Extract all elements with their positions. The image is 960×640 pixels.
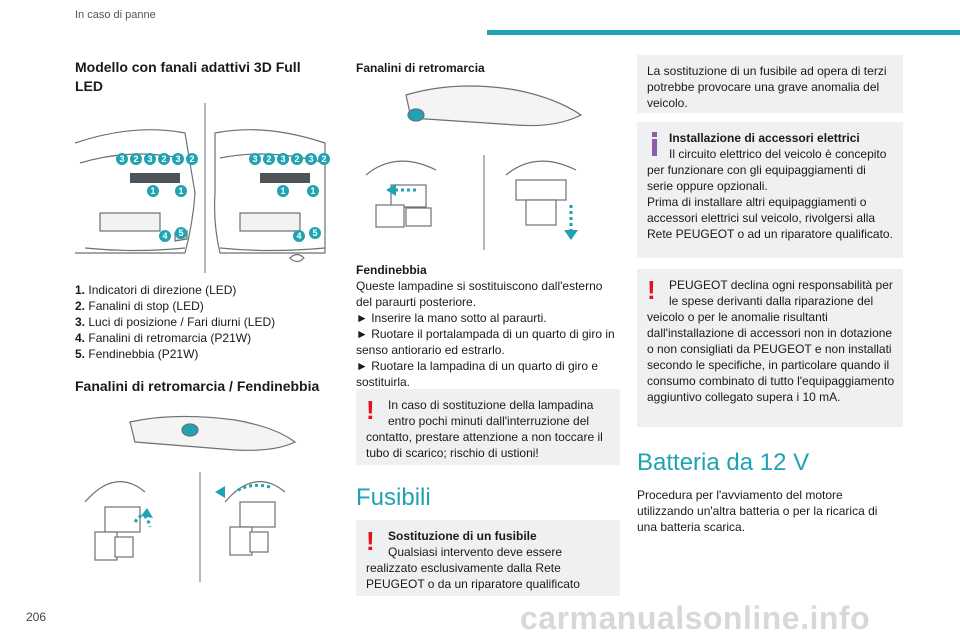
reverse-lamps-title: Fanalini di retromarcia [356, 61, 485, 75]
warning-text: PEUGEOT declina ogni responsabilità per le spese derivanti dalla riparazione del veicolo o per le anomalie risultanti dall'installazione di accessori non in dotazione o non consigliati da PEUGEOT e non installati secondo le specifiche, in particolare quando il consumo combinato di tutto l'equipaggiamento aggiuntivo collegato supera i 10 mA. [647, 278, 895, 404]
fog-lamp-section [356, 262, 620, 390]
fog-lamp-title: Fendinebbia [356, 263, 427, 277]
fuse-note-title: Sostituzione di un fusibile [388, 529, 537, 543]
accessories-note-text: Il circuito elettrico del veicolo è concepito per funzionare con gli equipaggiamenti di serie oppure opzionali. [647, 147, 887, 193]
callout-4: 4 [296, 231, 302, 241]
callout-2: 2 [161, 154, 167, 164]
list-item: 2. Fanalini di stop (LED) [75, 299, 204, 313]
reverse-lamp-illustration [356, 80, 620, 250]
watermark: carmanualsonline.info [520, 600, 871, 636]
callout-2: 2 [189, 154, 195, 164]
callout-3: 3 [147, 154, 153, 164]
header-accent-bar [487, 30, 960, 35]
callout-1: 1 [150, 186, 156, 196]
fuse-replacement-note [356, 520, 620, 596]
fuse-note-text: Qualsiasi intervento deve essere realizzato esclusivamente dalla Rete PEUGEOT o da un riparatore qualificato [366, 545, 580, 591]
callout-1: 1 [178, 186, 184, 196]
accessories-note-text: Prima di installare altri equipaggiamenti o accessori elettrici sul veicolo, rivolgersi alla Rete PEUGEOT o ad un riparatore qualificato. [647, 195, 893, 241]
fuses-section-title: Fusibili [356, 484, 431, 511]
rear-lamps-illustration [75, 103, 330, 273]
accessories-note-title: Installazione di accessori elettrici [669, 131, 860, 145]
warning-icon: ! [647, 275, 656, 305]
callout-1: 1 [310, 186, 316, 196]
callout-2: 2 [294, 154, 300, 164]
callout-2: 2 [133, 154, 139, 164]
reverse-fog-subtitle: Fanalini di retromarcia / Fendinebbia [75, 378, 320, 394]
list-item: 3. Luci di posizione / Fari diurni (LED) [75, 315, 276, 329]
lamp-legend [75, 282, 330, 362]
callout-4: 4 [162, 231, 168, 241]
rear-lamps-title: Modello con fanali adattivi 3D Full LED [75, 59, 301, 94]
step-item: ► Ruotare la lampadina di un quarto di giro e sostituirla. [356, 359, 599, 389]
list-item: 1. Indicatori di direzione (LED) [75, 283, 237, 297]
list-item: 5. Fendinebbia (P21W) [75, 347, 199, 361]
page-number: 206 [26, 610, 47, 624]
warning-icon: ! [366, 395, 375, 425]
fuse-third-party-note [637, 55, 903, 113]
burn-warning-note [356, 389, 620, 465]
battery-section-title: Batteria da 12 V [637, 449, 810, 476]
callout-5: 5 [312, 228, 318, 238]
callout-3: 3 [119, 154, 125, 164]
reverse-fog-illustration [75, 412, 330, 582]
note-text: La sostituzione di un fusibile ad opera di terzi potrebbe provocare una grave anomalia del veicolo. [647, 64, 887, 110]
callout-5: 5 [178, 228, 184, 238]
warning-icon: ! [366, 526, 375, 556]
callout-3: 3 [175, 154, 181, 164]
list-item: 4. Fanalini di retromarcia (P21W) [75, 331, 252, 345]
callout-3: 3 [280, 154, 286, 164]
electrical-accessories-note [637, 122, 903, 258]
running-header: In caso di panne [75, 9, 156, 21]
step-item: ► Ruotare il portalampada di un quarto di giro in senso antiorario ed estrarlo. [356, 327, 615, 357]
callout-1: 1 [280, 186, 286, 196]
info-icon [647, 132, 663, 156]
callout-2: 2 [266, 154, 272, 164]
battery-intro-text: Procedura per l'avviamento del motore utilizzando un'altra batteria o per la ricarica di una batteria scarica. [637, 488, 878, 534]
warning-text: In caso di sostituzione della lampadina entro pochi minuti dall'interruzione del contatto, prestare attenzione a non toccare il tubo di scarico; rischio di ustioni! [366, 398, 603, 460]
callout-2: 2 [321, 154, 327, 164]
callout-3: 3 [252, 154, 258, 164]
callout-3: 3 [308, 154, 314, 164]
step-item: ► Inserire la mano sotto al paraurti. [356, 311, 547, 325]
fog-lamp-text: Queste lampadine si sostituiscono dall'esterno del paraurti posteriore. [356, 279, 603, 309]
liability-warning-note [637, 269, 903, 427]
